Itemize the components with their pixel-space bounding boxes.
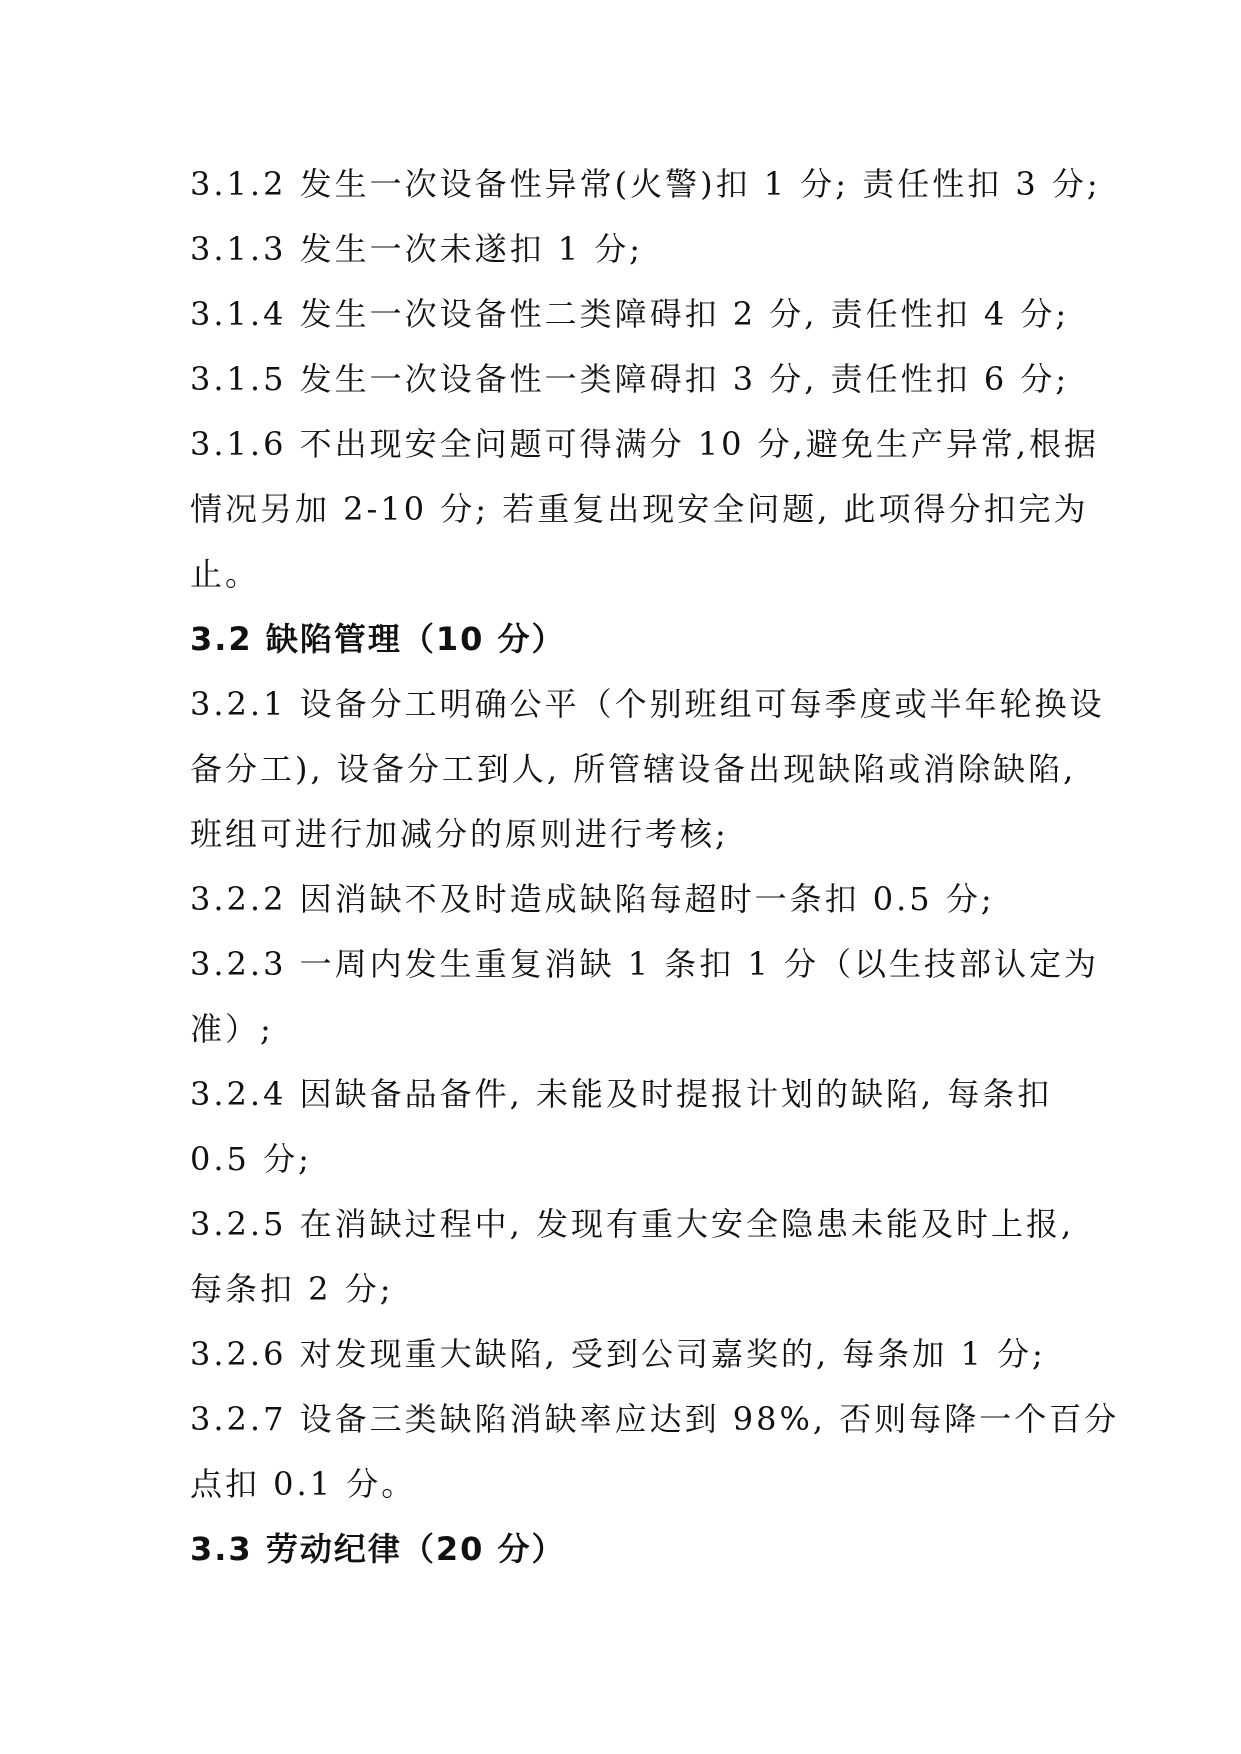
clause-3-2-7-line-2: 点扣 0.1 分。 [190,1465,417,1503]
section-heading-3-2: 3.2 缺陷管理（10 分） [190,620,566,658]
clause-3-1-3: 3.1.3 发生一次未遂扣 1 分; [190,230,644,268]
clause-3-1-6-line-1: 3.1.6 不出现安全问题可得满分 10 分,避免生产异常,根据 [190,425,1100,463]
clause-3-2-1-line-1: 3.2.1 设备分工明确公平（个别班组可每季度或半年轮换设 [190,685,1105,723]
clause-3-1-4: 3.1.4 发生一次设备性二类障碍扣 2 分, 责任性扣 4 分; [190,295,1070,333]
clause-3-2-3-line-2: 准）; [190,1010,274,1048]
clause-3-2-1-line-3: 班组可进行加减分的原则进行考核; [190,815,729,853]
clause-3-2-4-line-2: 0.5 分; [190,1140,312,1178]
clause-3-2-5-line-1: 3.2.5 在消缺过程中, 发现有重大安全隐患未能及时上报, [190,1205,1075,1243]
clause-3-2-7-line-1: 3.2.7 设备三类缺陷消缺率应达到 98%, 否则每降一个百分 [190,1400,1120,1438]
clause-3-2-4-line-1: 3.2.4 因缺备品备件, 未能及时提报计划的缺陷, 每条扣 [190,1075,1053,1113]
document-body [190,152,1120,1582]
section-heading-3-3: 3.3 劳动纪律（20 分） [190,1530,566,1568]
clause-3-2-5-line-2: 每条扣 2 分; [190,1270,394,1308]
clause-3-2-3-line-1: 3.2.3 一周内发生重复消缺 1 条扣 1 分（以生技部认定为 [190,945,1100,983]
clause-3-2-1-line-2: 备分工), 设备分工到人, 所管辖设备出现缺陷或消除缺陷, [190,750,1077,788]
clause-3-2-2: 3.2.2 因消缺不及时造成缺陷每超时一条扣 0.5 分; [190,880,995,918]
clause-3-1-6-line-2: 情况另加 2-10 分; 若重复出现安全问题, 此项得分扣完为 [190,490,1089,528]
clause-3-1-5: 3.1.5 发生一次设备性一类障碍扣 3 分, 责任性扣 6 分; [190,360,1070,398]
clause-3-1-6-line-3: 止。 [190,555,261,593]
clause-3-2-6: 3.2.6 对发现重大缺陷, 受到公司嘉奖的, 每条加 1 分; [190,1335,1046,1373]
clause-3-1-2: 3.1.2 发生一次设备性异常(火警)扣 1 分; 责任性扣 3 分; [190,165,1101,203]
